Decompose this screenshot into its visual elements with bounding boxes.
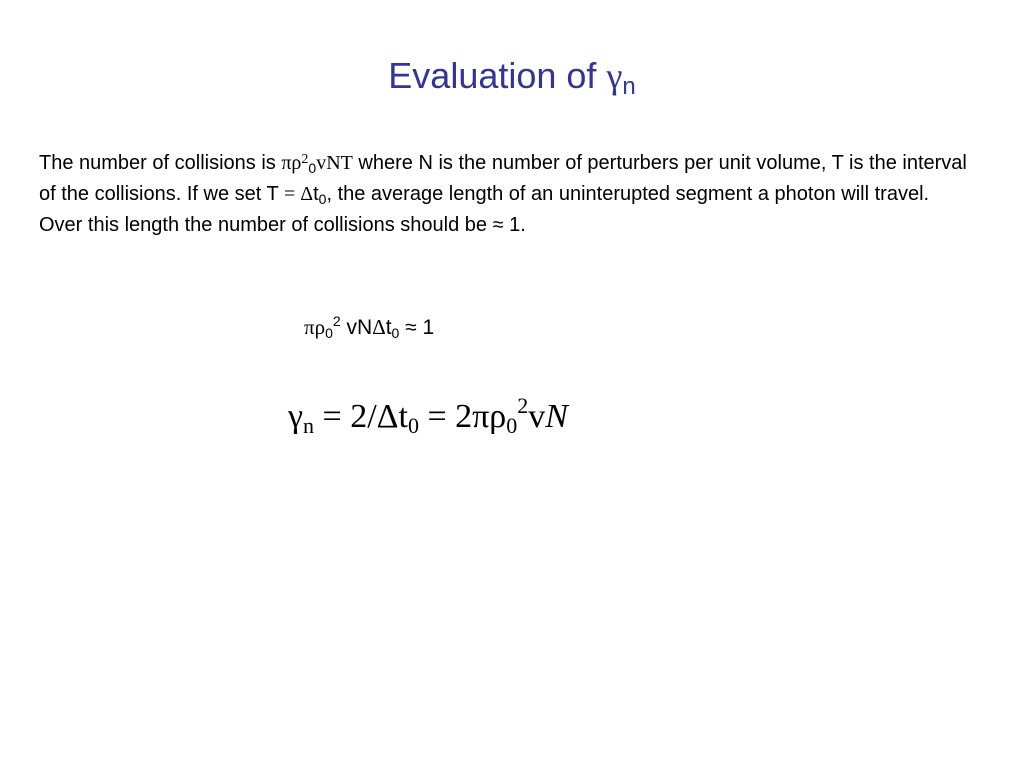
eq1-vn: vN — [340, 316, 373, 339]
eq2-subscript-0b: 0 — [506, 413, 518, 438]
eq2-N: N — [545, 398, 568, 435]
formula-subscript-0: 0 — [308, 160, 317, 176]
eq2-v: v — [528, 398, 546, 435]
formula-superscript-2: 2 — [301, 152, 309, 167]
equation-gamma-n — [288, 395, 568, 439]
equation-collision-condition — [304, 312, 434, 343]
eq1-pi-rho: πρ — [304, 315, 326, 339]
formula-vnt: vNT — [316, 152, 353, 174]
paragraph-text-part1: The number of collisions is — [39, 152, 282, 174]
paragraph-subscript-0: 0 — [318, 191, 327, 207]
paragraph-text-part3: , the average length of an uninterupted segment a photon will travel. Over this length the number of collisions should be ≈ 1. — [39, 183, 930, 236]
eq1-t: t — [385, 316, 392, 339]
paragraph-t: t — [313, 183, 319, 205]
eq2-middle-1: = 2/Δt — [314, 398, 408, 435]
title-text: Evaluation of — [388, 55, 607, 96]
title-subscript: n — [622, 73, 636, 100]
eq1-subscript-0b: 0 — [391, 325, 400, 341]
eq2-gamma: γ — [288, 398, 304, 435]
body-paragraph — [39, 148, 969, 241]
paragraph-delta: Δ — [295, 183, 314, 205]
eq2-subscript-n: n — [303, 413, 315, 438]
eq2-middle-2: = 2πρ — [418, 398, 507, 435]
eq1-superscript-2: 2 — [332, 313, 341, 329]
paragraph-equals: = — [283, 183, 296, 205]
eq1-approx-one: ≈ 1 — [399, 316, 435, 339]
paragraph-text-part2: where N is the number of perturbers per unit volume, T is the interval of the collisions. If we set T — [39, 152, 967, 205]
formula-pi-rho: πρ — [281, 152, 302, 174]
slide-title — [0, 52, 1024, 100]
eq1-subscript-0: 0 — [325, 325, 333, 341]
eq1-delta: Δ — [372, 315, 386, 339]
eq2-subscript-0: 0 — [407, 413, 419, 438]
eq2-superscript-2: 2 — [517, 393, 529, 418]
title-gamma-symbol: γ — [606, 56, 623, 96]
